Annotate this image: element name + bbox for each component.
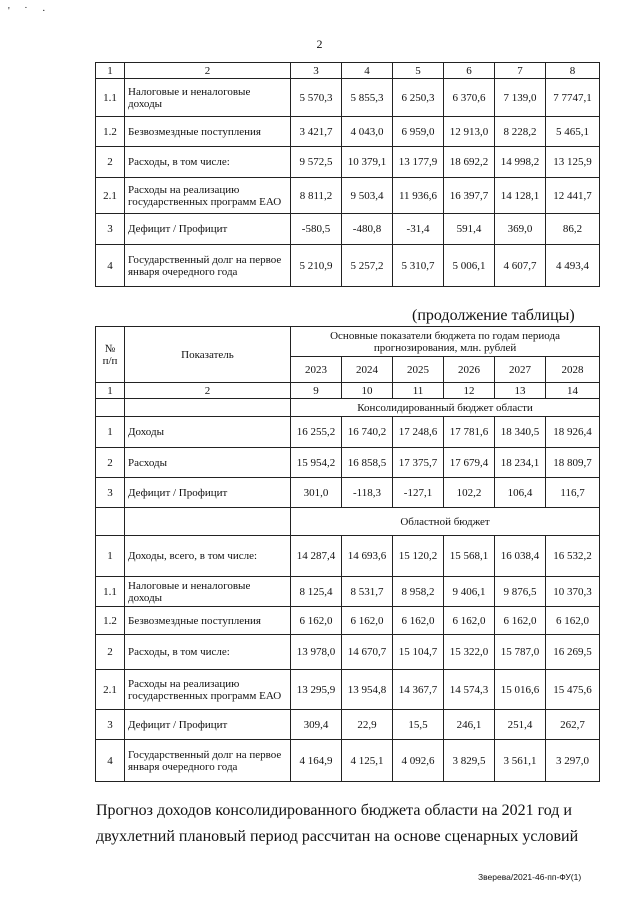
row-value: 9 503,4 xyxy=(342,178,393,214)
row-value: 15 954,2 xyxy=(291,448,342,478)
section-spacer xyxy=(96,399,125,417)
row-number: 1.2 xyxy=(96,607,125,635)
table-header-row xyxy=(96,63,600,79)
row-value: 4 607,7 xyxy=(495,245,546,287)
row-indicator: Дефицит / Профицит xyxy=(125,710,291,740)
row-value: 18 234,1 xyxy=(495,448,546,478)
row-value: 18 809,7 xyxy=(546,448,600,478)
row-value: 16 269,5 xyxy=(546,635,600,670)
row-value: 15 568,1 xyxy=(444,536,495,577)
row-value: 16 532,2 xyxy=(546,536,600,577)
row-value: 8 228,2 xyxy=(495,117,546,147)
column-number: 3 xyxy=(291,63,342,79)
row-value: 14 287,4 xyxy=(291,536,342,577)
row-value: 5 570,3 xyxy=(291,79,342,117)
row-value: 5 257,2 xyxy=(342,245,393,287)
row-value: 3 561,1 xyxy=(495,740,546,782)
row-value: 13 177,9 xyxy=(393,147,444,178)
year-header: 2023 xyxy=(291,357,342,383)
row-value: 6 162,0 xyxy=(291,607,342,635)
table-row xyxy=(96,635,600,670)
row-value: 17 781,6 xyxy=(444,417,495,448)
row-value: 16 397,7 xyxy=(444,178,495,214)
row-value: 11 936,6 xyxy=(393,178,444,214)
row-number: 2 xyxy=(96,635,125,670)
column-number: 1 xyxy=(96,383,125,399)
document-footer: Зверева/2021-46-пп-ФУ(1) xyxy=(478,872,582,882)
column-number: 4 xyxy=(342,63,393,79)
row-number: 1.1 xyxy=(96,577,125,607)
row-value: 6 162,0 xyxy=(393,607,444,635)
section-consolidated-budget: Консолидированный бюджет области xyxy=(291,399,600,417)
col-header-indicator: Показатель xyxy=(125,327,291,383)
table-row xyxy=(96,117,600,147)
row-number: 1.2 xyxy=(96,117,125,147)
row-value: 262,7 xyxy=(546,710,600,740)
row-indicator: Налоговые и неналоговые доходы xyxy=(125,79,291,117)
table-row xyxy=(96,536,600,577)
row-value: 4 125,1 xyxy=(342,740,393,782)
row-value: 18 340,5 xyxy=(495,417,546,448)
column-number: 7 xyxy=(495,63,546,79)
row-value: 86,2 xyxy=(546,214,600,245)
row-value: 301,0 xyxy=(291,478,342,508)
table-row xyxy=(96,417,600,448)
row-number: 3 xyxy=(96,478,125,508)
row-indicator: Налоговые и неналоговые доходы xyxy=(125,577,291,607)
row-value: 10 370,3 xyxy=(546,577,600,607)
row-value: 7 139,0 xyxy=(495,79,546,117)
column-number: 1 xyxy=(96,63,125,79)
row-indicator: Безвозмездные поступления xyxy=(125,117,291,147)
row-value: 246,1 xyxy=(444,710,495,740)
row-value: 14 367,7 xyxy=(393,670,444,710)
row-value: 4 092,6 xyxy=(393,740,444,782)
column-number: 2 xyxy=(125,63,291,79)
table-row xyxy=(96,79,600,117)
row-indicator: Расходы, в том числе: xyxy=(125,147,291,178)
row-value: -480,8 xyxy=(342,214,393,245)
row-value: 10 379,1 xyxy=(342,147,393,178)
column-number: 14 xyxy=(546,383,600,399)
row-value: 15 016,6 xyxy=(495,670,546,710)
row-value: 116,7 xyxy=(546,478,600,508)
row-number: 4 xyxy=(96,740,125,782)
row-value: 16 740,2 xyxy=(342,417,393,448)
table-row xyxy=(96,147,600,178)
row-value: 5 465,1 xyxy=(546,117,600,147)
row-number: 2.1 xyxy=(96,178,125,214)
row-value: 6 162,0 xyxy=(444,607,495,635)
col-header-number: № п/п xyxy=(96,327,125,383)
row-value: 14 693,6 xyxy=(342,536,393,577)
row-value: 14 670,7 xyxy=(342,635,393,670)
row-indicator: Расходы, в том числе: xyxy=(125,635,291,670)
row-value: 6 162,0 xyxy=(495,607,546,635)
table-row xyxy=(96,245,600,287)
table-row xyxy=(96,478,600,508)
row-value: 9 572,5 xyxy=(291,147,342,178)
row-value: 6 959,0 xyxy=(393,117,444,147)
table-row xyxy=(96,740,600,782)
table-row xyxy=(96,214,600,245)
column-number: 9 xyxy=(291,383,342,399)
budget-table-part1 xyxy=(95,62,600,287)
table-row xyxy=(96,607,600,635)
year-header: 2027 xyxy=(495,357,546,383)
row-number: 3 xyxy=(96,710,125,740)
row-number: 2 xyxy=(96,147,125,178)
row-value: 7 7747,1 xyxy=(546,79,600,117)
row-value: 8 531,7 xyxy=(342,577,393,607)
row-value: 13 954,8 xyxy=(342,670,393,710)
page-number: 2 xyxy=(316,37,323,51)
row-number: 3 xyxy=(96,214,125,245)
row-indicator: Доходы xyxy=(125,417,291,448)
row-value: 14 128,1 xyxy=(495,178,546,214)
row-value: 5 855,3 xyxy=(342,79,393,117)
table-row xyxy=(96,178,600,214)
row-value: 4 043,0 xyxy=(342,117,393,147)
row-value: 22,9 xyxy=(342,710,393,740)
section-regional-budget: Областной бюджет xyxy=(291,508,600,536)
row-value: 5 310,7 xyxy=(393,245,444,287)
row-value: 4 164,9 xyxy=(291,740,342,782)
column-number: 6 xyxy=(444,63,495,79)
row-number: 2.1 xyxy=(96,670,125,710)
row-value: 4 493,4 xyxy=(546,245,600,287)
row-value: 3 829,5 xyxy=(444,740,495,782)
row-value: 15 475,6 xyxy=(546,670,600,710)
row-value: 17 375,7 xyxy=(393,448,444,478)
row-indicator: Доходы, всего, в том числе: xyxy=(125,536,291,577)
column-number: 10 xyxy=(342,383,393,399)
paragraph-line-1: Прогноз доходов консолидированного бюджета области на 2021 год и xyxy=(96,802,572,819)
row-number: 4 xyxy=(96,245,125,287)
column-number: 12 xyxy=(444,383,495,399)
table-row xyxy=(96,448,600,478)
section-spacer xyxy=(125,399,291,417)
row-indicator: Безвозмездные поступления xyxy=(125,607,291,635)
row-value: 3 297,0 xyxy=(546,740,600,782)
budget-table-part2 xyxy=(95,326,600,782)
table-row xyxy=(96,670,600,710)
column-number: 13 xyxy=(495,383,546,399)
column-number: 11 xyxy=(393,383,444,399)
row-value: 12 913,0 xyxy=(444,117,495,147)
row-value: 15 104,7 xyxy=(393,635,444,670)
row-indicator: Дефицит / Профицит xyxy=(125,214,291,245)
row-value: 15 120,2 xyxy=(393,536,444,577)
row-number: 1 xyxy=(96,536,125,577)
row-value: 8 811,2 xyxy=(291,178,342,214)
row-value: 13 295,9 xyxy=(291,670,342,710)
row-value: 5 210,9 xyxy=(291,245,342,287)
row-indicator: Расходы xyxy=(125,448,291,478)
row-value: 18 692,2 xyxy=(444,147,495,178)
row-value: 16 255,2 xyxy=(291,417,342,448)
row-value: 16 858,5 xyxy=(342,448,393,478)
row-indicator: Государственный долг на первое января очередного года xyxy=(125,245,291,287)
row-value: 17 679,4 xyxy=(444,448,495,478)
row-value: 251,4 xyxy=(495,710,546,740)
row-value: 15 322,0 xyxy=(444,635,495,670)
row-value: 14 998,2 xyxy=(495,147,546,178)
column-number: 5 xyxy=(393,63,444,79)
row-value: 6 162,0 xyxy=(546,607,600,635)
year-header: 2024 xyxy=(342,357,393,383)
row-value: 9 876,5 xyxy=(495,577,546,607)
row-value: 14 574,3 xyxy=(444,670,495,710)
year-header: 2028 xyxy=(546,357,600,383)
row-value: 17 248,6 xyxy=(393,417,444,448)
row-value: 9 406,1 xyxy=(444,577,495,607)
column-numbers-row xyxy=(96,383,600,399)
year-header: 2025 xyxy=(393,357,444,383)
row-number: 1 xyxy=(96,417,125,448)
section-spacer xyxy=(96,508,125,536)
row-value: 13 978,0 xyxy=(291,635,342,670)
row-value: 6 162,0 xyxy=(342,607,393,635)
scan-marks: ' ˙ · xyxy=(8,6,52,17)
row-value: 309,4 xyxy=(291,710,342,740)
row-value: 18 926,4 xyxy=(546,417,600,448)
column-number: 2 xyxy=(125,383,291,399)
row-number: 2 xyxy=(96,448,125,478)
row-number: 1.1 xyxy=(96,79,125,117)
row-value: 8 958,2 xyxy=(393,577,444,607)
row-value: 16 038,4 xyxy=(495,536,546,577)
row-indicator: Государственный долг на первое января очередного года xyxy=(125,740,291,782)
row-value: 369,0 xyxy=(495,214,546,245)
row-value: 13 125,9 xyxy=(546,147,600,178)
row-value: 591,4 xyxy=(444,214,495,245)
row-value: -31,4 xyxy=(393,214,444,245)
section-spacer xyxy=(125,508,291,536)
continuation-label: (продолжение таблицы) xyxy=(412,307,575,324)
row-value: 15,5 xyxy=(393,710,444,740)
row-value: -580,5 xyxy=(291,214,342,245)
row-value: 106,4 xyxy=(495,478,546,508)
row-value: 102,2 xyxy=(444,478,495,508)
column-number: 8 xyxy=(546,63,600,79)
row-value: 15 787,0 xyxy=(495,635,546,670)
row-value: 5 006,1 xyxy=(444,245,495,287)
col-header-group: Основные показатели бюджета по годам периода прогнозирования, млн. рублей xyxy=(291,327,600,357)
row-value: -118,3 xyxy=(342,478,393,508)
row-indicator: Расходы на реализацию государственных программ ЕАО xyxy=(125,178,291,214)
table-row xyxy=(96,710,600,740)
row-value: 12 441,7 xyxy=(546,178,600,214)
row-value: -127,1 xyxy=(393,478,444,508)
row-indicator: Дефицит / Профицит xyxy=(125,478,291,508)
row-value: 3 421,7 xyxy=(291,117,342,147)
paragraph-line-2: двухлетний плановый период рассчитан на основе сценарных условий xyxy=(96,828,579,845)
table-row xyxy=(96,577,600,607)
row-value: 6 370,6 xyxy=(444,79,495,117)
year-header: 2026 xyxy=(444,357,495,383)
row-value: 6 250,3 xyxy=(393,79,444,117)
row-value: 8 125,4 xyxy=(291,577,342,607)
row-indicator: Расходы на реализацию государственных программ ЕАО xyxy=(125,670,291,710)
